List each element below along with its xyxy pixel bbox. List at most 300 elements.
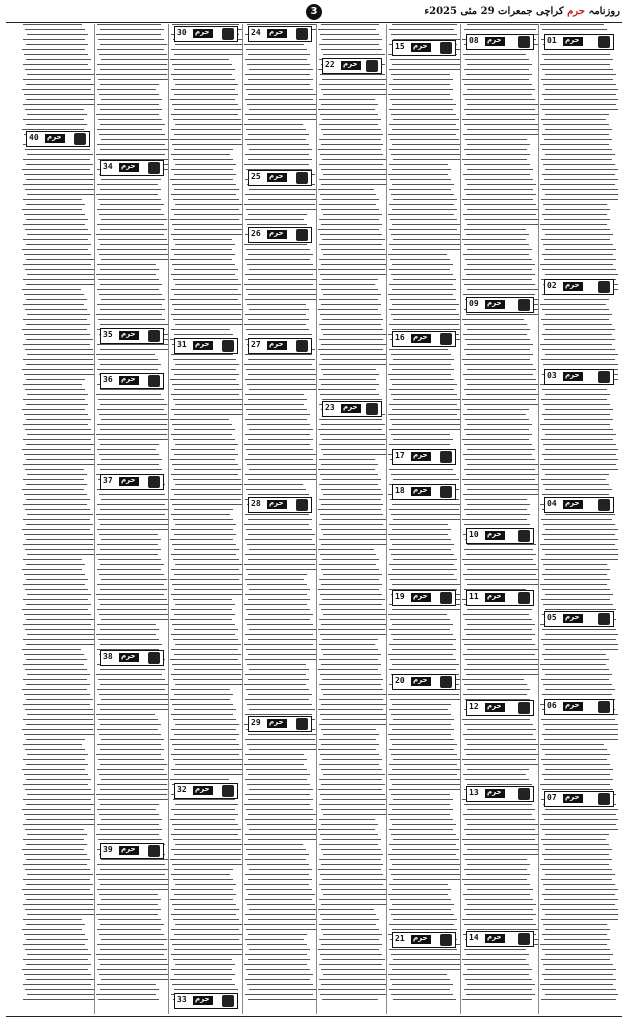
text-line (319, 884, 384, 885)
text-line (393, 159, 460, 160)
text-line (174, 269, 237, 270)
text-line (389, 69, 460, 70)
text-line (174, 149, 233, 150)
text-line (97, 904, 157, 905)
text-line (174, 694, 234, 695)
text-line (98, 79, 168, 80)
text-line (545, 729, 618, 730)
text-line (248, 894, 314, 895)
text-line (319, 204, 377, 205)
text-line (173, 399, 242, 400)
text-line (99, 974, 168, 975)
text-line (466, 954, 529, 955)
text-line (26, 659, 86, 660)
masthead-brand: حرم (567, 6, 585, 17)
text-line (172, 984, 235, 985)
text-line (545, 634, 618, 635)
text-line (27, 714, 94, 715)
text-line (389, 364, 451, 365)
text-line (100, 124, 165, 125)
text-line (467, 489, 538, 490)
text-line (321, 464, 377, 465)
text-line (390, 979, 450, 980)
text-line (389, 909, 452, 910)
text-line (97, 744, 160, 745)
text-line (322, 559, 379, 560)
text-line (321, 264, 386, 265)
text-line (389, 29, 455, 30)
text-line (320, 594, 382, 595)
text-line (172, 664, 240, 665)
text-line (27, 234, 91, 235)
text-line (99, 774, 167, 775)
text-line (245, 314, 305, 315)
notice-header (392, 331, 456, 347)
text-line (321, 929, 379, 930)
text-line (173, 679, 242, 680)
text-line (463, 894, 531, 895)
text-line (464, 484, 538, 485)
text-line (388, 254, 447, 255)
text-line (389, 989, 450, 990)
text-line (321, 104, 377, 105)
text-line (540, 584, 607, 585)
text-line (97, 784, 166, 785)
text-line (27, 634, 94, 635)
text-line (245, 874, 308, 875)
text-line (467, 609, 532, 610)
text-line (100, 964, 168, 965)
text-line (27, 834, 87, 835)
text-line (319, 499, 380, 500)
text-line (245, 354, 311, 355)
text-line (24, 774, 88, 775)
text-line (464, 69, 529, 70)
text-line (544, 579, 610, 580)
text-line (462, 79, 529, 80)
text-line (171, 674, 241, 675)
notice-header (248, 227, 312, 243)
text-line (545, 569, 610, 570)
text-line (388, 854, 456, 855)
text-line (100, 764, 166, 765)
text-line (97, 424, 166, 425)
text-line (244, 684, 306, 685)
text-line (321, 609, 385, 610)
text-line (464, 844, 538, 845)
text-line (174, 54, 242, 55)
text-line (248, 774, 310, 775)
text-line (27, 434, 94, 435)
seal-icon (296, 340, 308, 352)
text-line (249, 109, 316, 110)
text-line (543, 844, 609, 845)
text-line (545, 969, 616, 970)
text-line (462, 279, 532, 280)
text-line (100, 469, 163, 470)
text-line (98, 279, 159, 280)
notice-number: 18 (395, 486, 405, 495)
text-line (545, 474, 609, 475)
text-line (172, 824, 238, 825)
text-line (542, 94, 617, 95)
text-line (247, 424, 310, 425)
text-line (542, 454, 617, 455)
text-line (174, 589, 242, 590)
text-line (467, 544, 536, 545)
text-line (22, 49, 85, 50)
text-line (171, 154, 231, 155)
brand-logo (563, 614, 583, 623)
text-line (323, 654, 381, 655)
text-line (27, 594, 91, 595)
text-line (175, 524, 236, 525)
text-line (244, 204, 315, 205)
text-line (100, 349, 168, 350)
text-line (542, 814, 617, 815)
text-line (245, 619, 311, 620)
text-line (27, 794, 94, 795)
text-line (389, 964, 460, 965)
notice-header (248, 716, 312, 732)
text-line (323, 254, 386, 255)
text-line (392, 144, 460, 145)
text-line (392, 849, 459, 850)
text-line (389, 804, 449, 805)
text-line (322, 639, 378, 640)
text-line (545, 354, 618, 355)
text-line (321, 704, 386, 705)
brand-logo (411, 935, 431, 944)
text-line (467, 384, 538, 385)
text-line (393, 559, 457, 560)
text-line (320, 794, 385, 795)
text-line (319, 84, 385, 85)
text-line (467, 969, 532, 970)
text-line (542, 949, 610, 950)
text-line (389, 749, 455, 750)
text-line (388, 774, 457, 775)
text-line (462, 839, 535, 840)
text-line (392, 249, 460, 250)
text-line (96, 674, 162, 675)
text-line (25, 349, 93, 350)
text-line (466, 674, 538, 675)
text-line (392, 569, 458, 570)
text-line (391, 434, 450, 435)
text-line (248, 399, 308, 400)
text-line (544, 739, 618, 740)
text-line (542, 789, 613, 790)
text-line (545, 674, 612, 675)
text-line (467, 849, 538, 850)
text-line (465, 139, 527, 140)
text-line (245, 379, 315, 380)
text-line (245, 634, 313, 635)
text-line (467, 889, 534, 890)
seal-icon (598, 281, 610, 293)
text-line (320, 994, 386, 995)
text-line (318, 189, 374, 190)
text-line (249, 789, 313, 790)
text-line (466, 74, 532, 75)
text-line (22, 249, 88, 250)
text-line (26, 564, 86, 565)
text-line (544, 939, 610, 940)
text-line (321, 184, 386, 185)
text-line (25, 709, 93, 710)
text-line (170, 779, 229, 780)
text-line (101, 579, 167, 580)
text-line (22, 649, 81, 650)
text-line (464, 724, 533, 725)
text-line (467, 184, 536, 185)
text-line (248, 734, 316, 735)
text-line (244, 164, 309, 165)
text-line (388, 614, 447, 615)
text-line (320, 194, 376, 195)
text-line (464, 509, 528, 510)
text-line (101, 699, 168, 700)
text-line (248, 519, 312, 520)
text-line (24, 294, 84, 295)
notice-number: 24 (251, 28, 261, 37)
text-line (171, 329, 230, 330)
text-line (389, 164, 448, 165)
text-line (464, 84, 532, 85)
text-line (544, 259, 617, 260)
text-line (245, 219, 305, 220)
text-line (25, 909, 94, 910)
text-line (465, 619, 532, 620)
text-line (23, 664, 84, 665)
text-line (545, 994, 618, 995)
text-line (542, 149, 611, 150)
text-line (463, 174, 531, 175)
text-line (23, 104, 94, 105)
text-line (393, 999, 456, 1000)
text-line (25, 189, 94, 190)
text-line (244, 924, 315, 925)
text-line (392, 624, 452, 625)
text-line (466, 474, 538, 475)
text-line (173, 319, 242, 320)
text-line (98, 39, 164, 40)
brand-logo (267, 29, 287, 38)
text-line (464, 749, 537, 750)
notice-number: 30 (177, 28, 187, 37)
text-line (323, 294, 381, 295)
text-line (322, 119, 380, 120)
text-line (22, 449, 91, 450)
text-line (174, 749, 242, 750)
text-line (172, 144, 242, 145)
text-line (321, 984, 386, 985)
text-line (244, 44, 304, 45)
column-divider (316, 24, 317, 1014)
text-line (249, 749, 316, 750)
text-line (175, 204, 242, 205)
text-line (25, 949, 88, 950)
masthead-prefix: روزنامہ (588, 6, 620, 17)
text-line (101, 779, 168, 780)
text-line (392, 529, 452, 530)
text-line (392, 329, 460, 330)
text-line (545, 849, 611, 850)
text-line (321, 849, 381, 850)
text-line (101, 99, 162, 100)
text-line (244, 884, 309, 885)
text-line (247, 664, 306, 665)
text-line (174, 989, 237, 990)
brand-logo (411, 452, 431, 461)
text-line (545, 314, 612, 315)
text-line (249, 629, 316, 630)
text-line (96, 634, 156, 635)
text-line (465, 459, 535, 460)
seal-icon (598, 793, 610, 805)
text-line (244, 524, 309, 525)
brand-logo-text: حرم (487, 702, 502, 710)
text-line (25, 749, 85, 750)
text-line (174, 869, 233, 870)
seal-icon (598, 36, 610, 48)
text-line (249, 949, 310, 950)
text-line (100, 564, 163, 565)
text-line (245, 739, 315, 740)
brand-logo-text: حرم (413, 333, 428, 341)
seal-icon (296, 28, 308, 40)
text-line (246, 809, 313, 810)
text-line (393, 719, 454, 720)
text-line (101, 179, 161, 180)
text-line (389, 629, 450, 630)
text-line (244, 564, 315, 565)
text-line (389, 389, 455, 390)
column-text (540, 24, 618, 1004)
notice-number: 06 (547, 701, 557, 710)
text-line (245, 459, 313, 460)
text-line (321, 369, 377, 370)
text-line (465, 899, 533, 900)
notice-number: 23 (325, 403, 335, 412)
text-line (26, 604, 92, 605)
footer-rule (6, 1016, 622, 1017)
brand-logo (485, 37, 505, 46)
text-line (22, 689, 87, 690)
text-line (467, 929, 538, 930)
text-line (392, 289, 456, 290)
text-line (245, 194, 314, 195)
text-line (246, 249, 310, 250)
text-line (464, 469, 535, 470)
text-line (248, 599, 311, 600)
text-line (540, 824, 616, 825)
text-line (462, 759, 536, 760)
text-line (26, 419, 91, 420)
text-line (244, 404, 304, 405)
text-line (319, 179, 386, 180)
text-line (319, 699, 383, 700)
text-line (467, 649, 538, 650)
text-line (170, 139, 241, 140)
text-line (464, 244, 529, 245)
notice-header (544, 497, 614, 513)
text-line (99, 734, 161, 735)
text-line (99, 94, 159, 95)
text-line (97, 264, 156, 265)
text-line (321, 329, 384, 330)
text-line (25, 669, 87, 670)
text-line (323, 454, 386, 455)
text-line (23, 624, 91, 625)
text-line (98, 719, 158, 720)
notice-header (248, 497, 312, 513)
text-line (545, 554, 618, 555)
text-line (24, 374, 94, 375)
text-line (24, 734, 94, 735)
text-line (245, 419, 308, 420)
text-line (463, 494, 538, 495)
text-line (393, 479, 459, 480)
text-line (174, 934, 242, 935)
text-line (101, 499, 168, 500)
text-line (248, 574, 307, 575)
text-line (247, 984, 313, 985)
text-line (542, 774, 611, 775)
text-line (98, 119, 162, 120)
column-7 (96, 24, 168, 1014)
text-line (172, 504, 242, 505)
text-line (389, 429, 460, 430)
text-line (320, 554, 376, 555)
text-line (467, 209, 538, 210)
column-2 (462, 24, 538, 1014)
text-line (249, 269, 316, 270)
text-line (467, 64, 532, 65)
text-line (100, 869, 168, 870)
text-line (391, 194, 454, 195)
text-line (174, 854, 242, 855)
text-line (173, 359, 236, 360)
text-line (321, 449, 386, 450)
text-line (174, 909, 239, 910)
text-line (100, 324, 168, 325)
text-line (393, 799, 453, 800)
text-line (323, 94, 386, 95)
text-line (248, 814, 316, 815)
text-line (390, 619, 450, 620)
text-line (247, 304, 306, 305)
text-line (540, 144, 609, 145)
text-line (467, 264, 535, 265)
text-line (390, 819, 453, 820)
text-line (26, 844, 87, 845)
text-line (465, 259, 532, 260)
text-line (245, 859, 306, 860)
seal-icon (518, 530, 530, 542)
text-line (26, 299, 86, 300)
text-line (389, 509, 459, 510)
text-line (463, 774, 526, 775)
column-text (170, 24, 242, 1004)
text-line (25, 869, 90, 870)
text-line (174, 69, 234, 70)
text-line (544, 859, 612, 860)
text-line (23, 584, 86, 585)
text-line (97, 569, 161, 570)
text-line (321, 504, 383, 505)
